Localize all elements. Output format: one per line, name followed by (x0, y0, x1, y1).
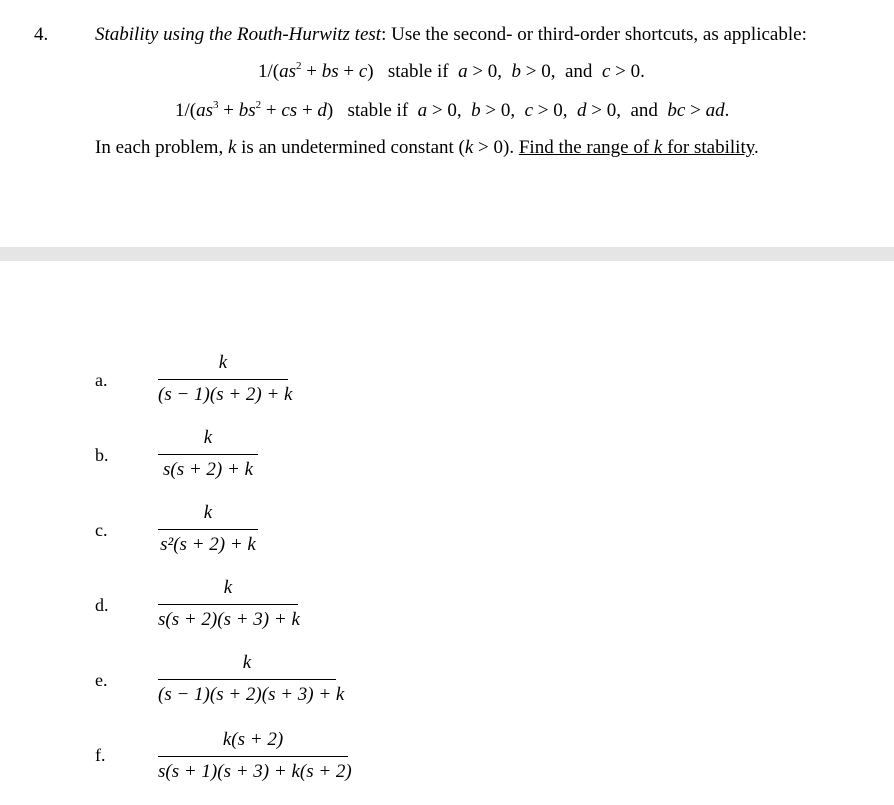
transfer-function-b: k s(s + 2) + k (158, 427, 258, 487)
problem-label-a: a. (95, 370, 108, 390)
problem-number: 4. (34, 24, 49, 45)
instruction-line: In each problem, k is an undetermined constant (k > 0). Find the range of k for stability. (95, 137, 759, 158)
intro-rest: : Use the second- or third-order shortcuts, as applicable: (381, 24, 807, 45)
section-divider (0, 247, 894, 261)
task-statement: Find the range of k for stability (518, 137, 755, 158)
problem-label-f: f. (95, 745, 106, 765)
intro-title: Stability using the Routh-Hurwitz test (95, 24, 382, 45)
transfer-function-f: k(s + 2) s(s + 1)(s + 3) + k(s + 2) (158, 729, 352, 782)
transfer-function-e: k (s − 1)(s + 2)(s + 3) + k (158, 652, 345, 705)
problem-intro (95, 24, 807, 46)
problem-label-d: d. (95, 595, 109, 615)
second-order-rule: $1/(as^2$ + bs + c) stable if a > 0, b > 0, and c > 0. (258, 60, 645, 82)
transfer-function-d: k s(s + 2)(s + 3) + k (158, 577, 300, 630)
transfer-function-c: k s²(s + 2) + k (158, 502, 258, 562)
transfer-function-a: k (s − 1)(s + 2) + k (158, 352, 293, 405)
problem-label-e: e. (95, 670, 108, 690)
third-order-rule: $1/(as^3 + bs^2$ + cs + d) stable if a > 0, b > 0, c > 0, d > 0, and bc > ad. (175, 99, 730, 121)
problem-label-b: b. (95, 445, 109, 465)
problem-label-c: c. (95, 520, 108, 540)
